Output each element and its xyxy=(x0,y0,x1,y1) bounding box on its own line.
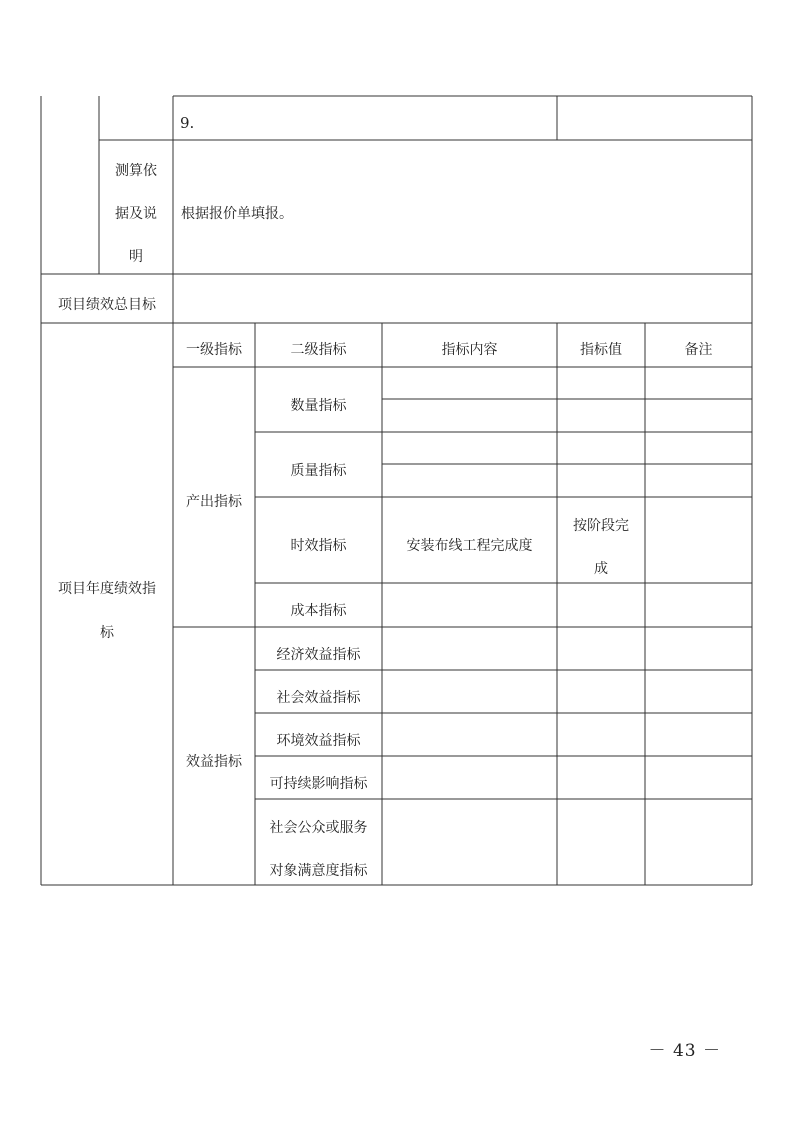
total-goal-value xyxy=(181,274,741,323)
output-indicator-label: 产出指标 xyxy=(186,494,242,510)
total-goal-label: 项目绩效总目标 xyxy=(58,297,156,313)
header-content: 指标内容 xyxy=(441,342,498,358)
quality-indicator: 质量指标 xyxy=(290,463,347,479)
satisfaction-indicator-line-2: 对象满意度指标 xyxy=(269,863,368,879)
timeliness-indicator: 时效指标 xyxy=(290,538,347,554)
header-level2: 二级指标 xyxy=(290,342,347,358)
benefit-indicator-label: 效益指标 xyxy=(186,754,242,770)
quantity-indicator: 数量指标 xyxy=(290,398,347,414)
annual-indicators-label-line-1: 项目年度绩效指 xyxy=(58,581,156,597)
basis-label-line-2: 据及说 xyxy=(115,206,157,222)
header-level1: 一级指标 xyxy=(186,342,242,358)
item-9-text: 9. xyxy=(180,113,195,132)
satisfaction-indicator-line-1: 社会公众或服务 xyxy=(269,820,368,836)
header-remark: 备注 xyxy=(684,342,713,358)
basis-label-line-3: 明 xyxy=(129,249,143,265)
social-benefit-indicator: 社会效益指标 xyxy=(276,690,361,706)
annual-indicators-label-line-2: 标 xyxy=(100,625,114,641)
timeliness-content: 安装布线工程完成度 xyxy=(406,538,533,554)
cost-indicator: 成本指标 xyxy=(290,603,347,619)
timeliness-value-line-1: 按阶段完 xyxy=(573,518,629,534)
economic-benefit-indicator: 经济效益指标 xyxy=(276,647,361,663)
page-number: － 43 － xyxy=(648,1041,721,1061)
timeliness-value-line-2: 成 xyxy=(594,561,608,577)
basis-content: 根据报价单填报。 xyxy=(181,206,293,222)
environmental-benefit-indicator: 环境效益指标 xyxy=(276,733,361,749)
header-value: 指标值 xyxy=(580,342,622,358)
sustainable-impact-indicator: 可持续影响指标 xyxy=(269,776,368,792)
basis-label-line-1: 测算依 xyxy=(115,163,157,179)
